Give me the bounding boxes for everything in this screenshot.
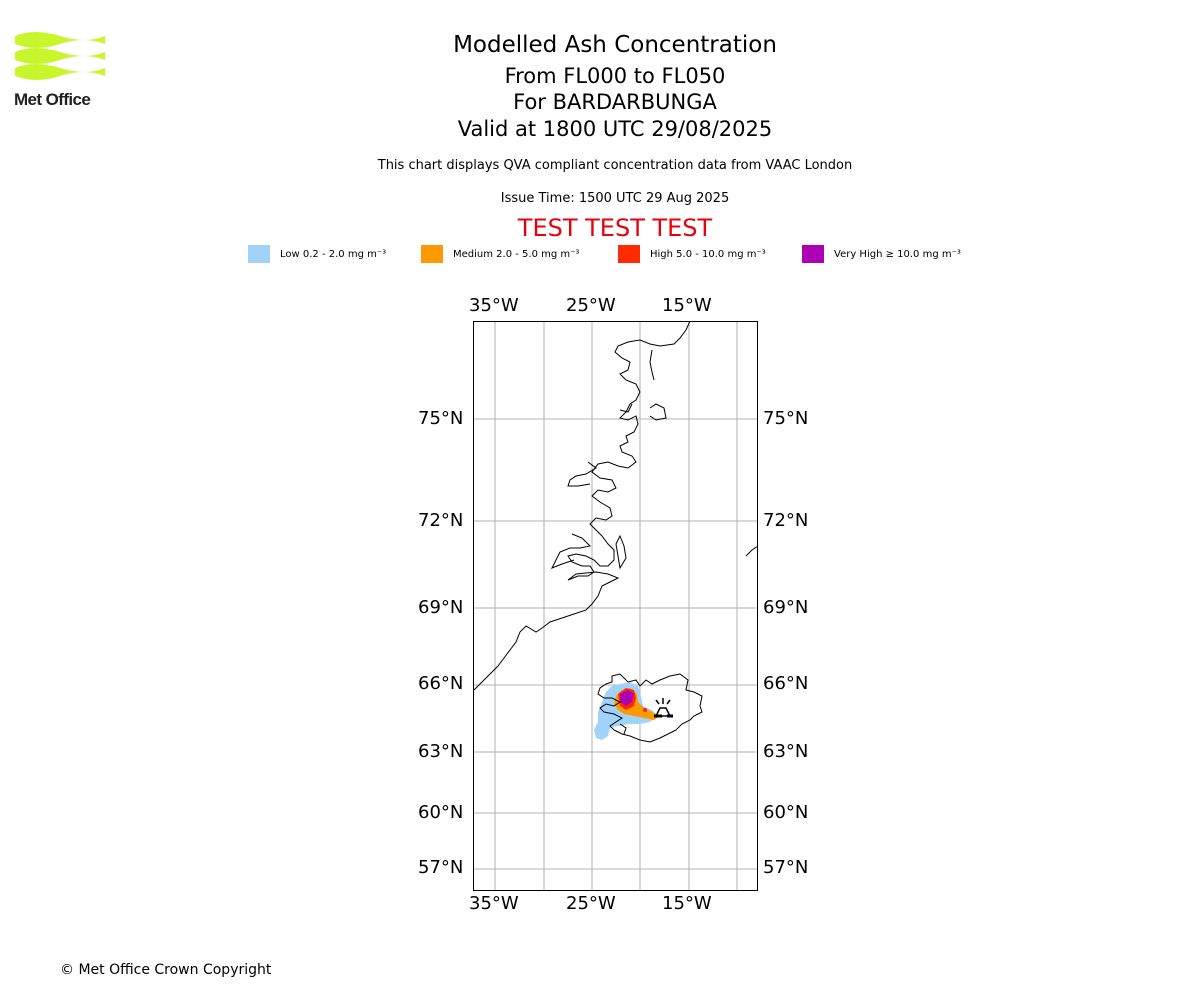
chart-subtitle: This chart displays QVA compliant concentration data from VAAC London bbox=[377, 158, 853, 173]
map-gridlines bbox=[473, 321, 758, 891]
lat-label-left-69n: 69°N bbox=[418, 597, 464, 618]
lon-label-top-25w: 25°W bbox=[566, 295, 616, 316]
lat-label-left-63n: 63°N bbox=[418, 741, 464, 762]
coastline-jan-mayen bbox=[746, 546, 758, 556]
lat-label-left-60n: 60°N bbox=[418, 802, 464, 823]
test-banner: TEST TEST TEST bbox=[517, 214, 713, 242]
legend-label-medium: Medium 2.0 - 5.0 mg m⁻³ bbox=[453, 248, 580, 260]
legend-swatch-high bbox=[618, 245, 640, 263]
lat-label-left-66n: 66°N bbox=[418, 673, 464, 694]
ash-spot-high bbox=[643, 708, 647, 712]
valid-time: Valid at 1800 UTC 29/08/2025 bbox=[457, 117, 773, 141]
legend-swatch-medium bbox=[421, 245, 443, 263]
lat-label-right-57n: 57°N bbox=[763, 857, 809, 878]
lat-label-right-66n: 66°N bbox=[763, 673, 809, 694]
lat-label-right-72n: 72°N bbox=[763, 510, 809, 531]
map-frame bbox=[474, 322, 758, 891]
legend-swatch-very-high bbox=[802, 245, 824, 263]
legend-item-high bbox=[618, 244, 766, 264]
lon-label-bottom-35w: 35°W bbox=[469, 893, 519, 914]
ash-concentration-map bbox=[473, 321, 758, 891]
legend-label-high: High 5.0 - 10.0 mg m⁻³ bbox=[650, 248, 766, 260]
lon-label-top-35w: 35°W bbox=[469, 295, 519, 316]
lat-label-right-60n: 60°N bbox=[763, 802, 809, 823]
coastlines bbox=[474, 321, 758, 742]
lat-label-right-75n: 75°N bbox=[763, 408, 809, 429]
lon-label-top-15w: 15°W bbox=[662, 295, 712, 316]
legend-item-low bbox=[248, 244, 386, 264]
lon-label-bottom-15w: 15°W bbox=[662, 893, 712, 914]
lat-label-left-75n: 75°N bbox=[418, 408, 464, 429]
legend-item-medium bbox=[421, 244, 579, 264]
legend-label-very-high: Very High ≥ 10.0 mg m⁻³ bbox=[834, 248, 961, 260]
chart-title: Modelled Ash Concentration bbox=[453, 32, 777, 58]
legend-label-low: Low 0.2 - 2.0 mg m⁻³ bbox=[280, 248, 387, 260]
legend-swatch-low bbox=[248, 245, 270, 263]
logo-text: Met Office bbox=[14, 90, 91, 109]
coastline-greenland bbox=[474, 321, 690, 690]
issue-time: Issue Time: 1500 UTC 29 Aug 2025 bbox=[500, 191, 730, 206]
lat-label-right-69n: 69°N bbox=[763, 597, 809, 618]
lat-label-right-63n: 63°N bbox=[763, 741, 809, 762]
lon-label-bottom-25w: 25°W bbox=[566, 893, 616, 914]
copyright-text: © Met Office Crown Copyright bbox=[60, 962, 272, 978]
volcano-icon bbox=[654, 698, 673, 716]
lat-label-left-72n: 72°N bbox=[418, 510, 464, 531]
volcano-name: For BARDARBUNGA bbox=[513, 90, 717, 114]
lat-label-left-57n: 57°N bbox=[418, 857, 464, 878]
flight-level-range: From FL000 to FL050 bbox=[504, 64, 726, 88]
legend-item-very-high bbox=[802, 244, 961, 264]
